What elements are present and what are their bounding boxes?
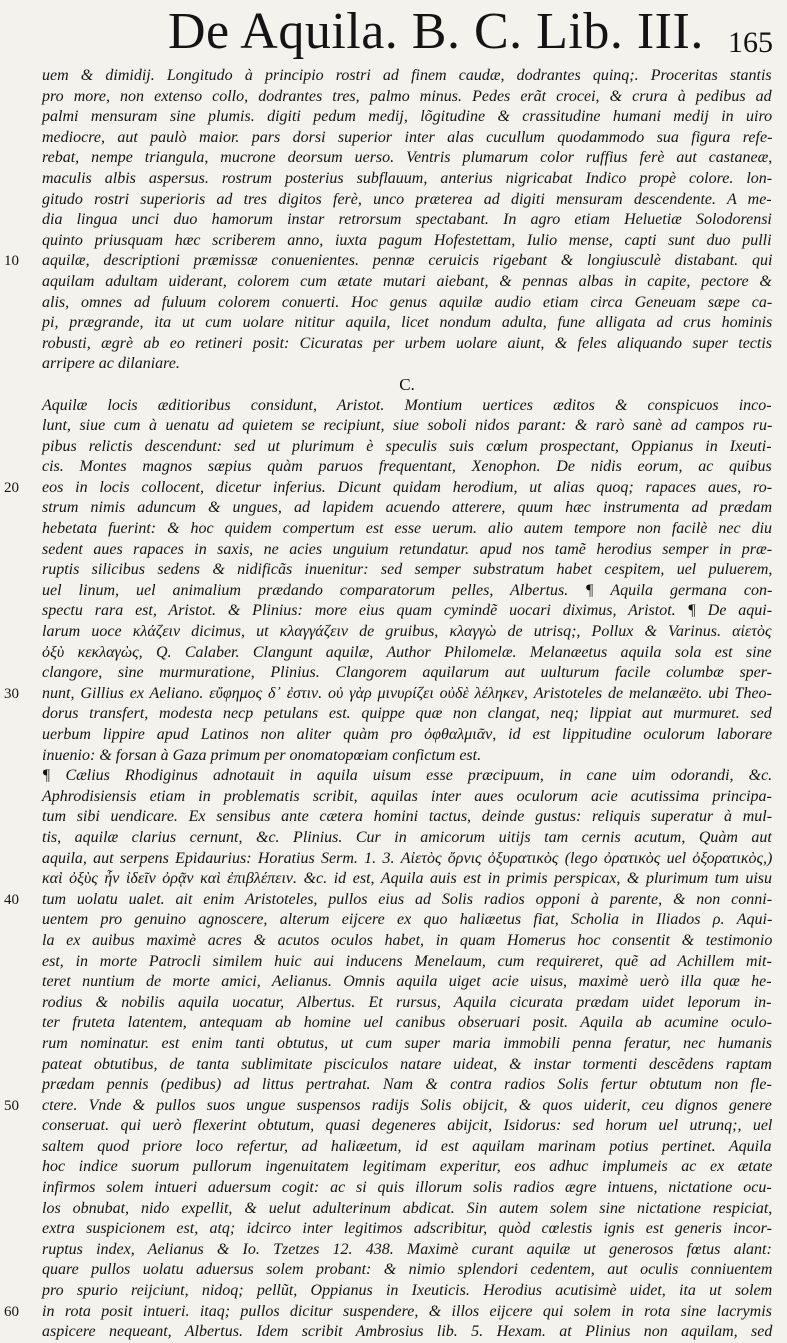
line-text: quare pullos uolatu aduersus solem probant: & nimio splendori cedentem, aut oculis conniuentem	[42, 1261, 773, 1279]
text-line	[42, 272, 772, 293]
running-title: De Aquila. B. C. Lib. III.	[168, 3, 704, 60]
line-number: 40	[4, 891, 19, 908]
text-line	[42, 643, 772, 664]
line-text: ctere. Vnde & pullos suos ungue suspensos radijs Solis obijcit, & quos uiderit, ceu dignos genere	[42, 1096, 772, 1114]
line-text: saltem quod priore loco refertur, ad haliæetum, id est aquilam marinam potius pertinet. Aquila	[42, 1137, 772, 1155]
text-line	[42, 66, 772, 87]
section-letter: C.	[399, 374, 415, 394]
text-line	[42, 746, 772, 767]
text-line	[4, 1302, 772, 1323]
line-text: aquilam adultam uiderant, colorem cum ætate mutari aiebant, & pennas albas in capite, pectore &	[42, 272, 772, 290]
text-line	[42, 540, 772, 561]
line-text: rum nominatur. est enim tanti obtutus, ut cum super maria immobili penna feratur, nec humanis	[42, 1034, 773, 1052]
text-line	[42, 231, 772, 252]
line-text: ter fruteta latentem, antequam ab homine uel canibus obseruari posit. Aquila ab acumine oculo-	[42, 1014, 772, 1032]
line-text: maculis albis aspersus. rostrum posterius subflauum, anterius nigricabat Indico propè colore. lon-	[42, 169, 773, 187]
text-line	[42, 313, 772, 334]
text-line	[42, 993, 772, 1014]
text-line	[42, 519, 772, 540]
text-line	[42, 972, 772, 993]
line-text: καὶ ὀξὺς ἦν ἰδεῖν ὀρᾷν καὶ ἐπιβλέπειν. &c. id est, Aquila auis est in primis perspicax, & plurimum tum uisu	[42, 870, 773, 888]
line-text: aquilæ, descriptioni præmissæ conuenientes. pennæ ceruicis rigebant & longiusculè distabant. qui	[42, 252, 773, 270]
text-line	[42, 849, 772, 870]
text-line	[42, 807, 772, 828]
line-text: ὀξὺ κεκλαγὼς, Q. Calaber. Clangunt aquilæ, Author Philomelæ. Melanæetus aquila sola est sine	[42, 643, 772, 661]
text-line	[4, 684, 772, 705]
text-line	[42, 828, 772, 849]
line-text: tum sibi uendicare. Ex sensibus ante cætera homini tactus, deinde gustus: reliquis superatur à mul-	[42, 808, 773, 826]
line-text: uentem pro genuino agnoscere, alterum eijcere ex quo haliæetus fiat, Scholia in Iliados ρ. Aqui-	[42, 911, 773, 929]
line-text: nunt, Gillius ex Aeliano. εὔφημος δ᾽ ἐστιν. οὐ γὰρ μινυρίζει οὐδὲ λέληκεν, Aristoteles de melanæëto. ubi Theo-	[42, 684, 772, 702]
line-text: dia lingua unci duo hamorum instar retrorsum spectabant. In agro etiam Heluetiæ Solodorensi	[42, 211, 772, 229]
text-line	[42, 1116, 772, 1137]
line-text: cis. Montes magnos sæpius quàm paruos frequentant, Xenophon. De nidis eorum, ac quibus	[42, 458, 772, 476]
page-header	[0, 0, 787, 66]
line-text: uerbum lippire apud Latinos non aliter quàm pro ὀφθαλμιᾶν, id est lippitudine oculorum laborare	[42, 726, 773, 743]
text-line	[42, 622, 772, 643]
text-line	[42, 437, 772, 458]
text-line	[42, 560, 772, 581]
text-line	[4, 890, 773, 911]
text-line	[42, 1281, 772, 1302]
text-line	[42, 498, 772, 519]
text-line	[42, 1055, 772, 1076]
text-line	[4, 251, 773, 272]
line-text: mediocre, aut paulò maior. pars dorsi superior inter alas cucullum quodammodo sua figura refe-	[42, 128, 773, 146]
line-text: hebetata fuerint: & hoc quidem compertum est esse uerum. alio autem tempore non facilè nec diu	[42, 520, 773, 538]
text-line	[42, 1240, 772, 1261]
line-text: pi, prægrande, ita ut cum uolare nititur aquila, licet nondum adulta, fune alligata ad crus hominis	[42, 314, 773, 332]
text-line	[42, 190, 772, 211]
line-text: Aquilæ locis æditioribus considunt, Aristot. Montium uertices æditos & conspicuos inco-	[42, 396, 772, 414]
text-line	[42, 725, 772, 746]
text-line	[42, 1219, 772, 1240]
line-text: pro spurio reijciunt, nidoq; pellũt, Oppianus in Ixeuticis. Herodius acutisimè uidet, ita ut solem	[42, 1282, 773, 1300]
text-line	[42, 1260, 772, 1281]
text-line	[42, 1157, 772, 1178]
line-text: sedent aues rapaces in saxis, ne acies unguium retundatur. apud nos tamẽ herodius semper in præ-	[42, 540, 773, 558]
line-text: dorus transfert, modesta necp petulans est. quippe quæ non clangat, neq; lippiat aut murmuret. sed	[42, 705, 772, 723]
text-line	[42, 107, 772, 128]
line-text: prædam pennis (pedibus) ad littus pertrahat. Nam & contra radios Solis fertur obtutum non fle-	[42, 1076, 772, 1094]
line-text: rebat, nempe triangula, mucrone deorsum uerso. Ventris plumarum color ruffius ferè aut castaneæ,	[42, 149, 773, 167]
line-text: los obnubat, nido expellit, & uelut adulterinum abdicat. Sin autem solem sine nictatione respiciat,	[42, 1199, 773, 1217]
text-line	[4, 478, 773, 499]
line-text: arripere ac dilaniare.	[42, 355, 180, 373]
line-text: pibus relictis descendunt: sed ut plurimum è speculis suis cœlum prospectant, Oppianus in Ixeuti-	[42, 437, 772, 455]
line-number: 60	[4, 1303, 19, 1320]
line-text: conseruat. qui uerò flexerint obtutum, quasi degeneres abijcit, Isidorus: sed horum uel utrunq;, uel	[42, 1117, 773, 1135]
text-line	[42, 457, 772, 478]
text-line	[42, 663, 772, 684]
line-text: la ex auibus maximè acres & acutos oculos habet, in quam Homerus hoc consentit & testimonio	[42, 931, 773, 949]
text-line	[42, 1199, 772, 1220]
text-line	[4, 1096, 772, 1117]
text-line	[42, 601, 772, 622]
line-number: 30	[4, 685, 19, 702]
text-line	[42, 1137, 772, 1158]
line-text: robusti, ægrè ab eo retineri posit: Cicuratas per urbem uolare aiunt, & feles aliquando super tectis	[42, 334, 773, 352]
line-text: ruptus index, Aelianus & Io. Tzetzes 12. 438. Maximè curant aquilæ ut generosos fœtus alant:	[42, 1240, 772, 1258]
line-number: 20	[4, 479, 19, 496]
line-text: strum nimis aduncum & ungues, ad lapidem acuendo atterere, quum hæc instrumenta ad prædam	[42, 499, 773, 517]
line-text: eos in locis collocent, dicetur inferius. Dicunt quidam herodium, ut alias quoq; rapaces aues, ro-	[42, 478, 773, 496]
line-text: infirmos solem intueri aduersum cogit: ac si quis illorum solis radios ægre intuens, nictatione ocu-	[42, 1179, 772, 1197]
line-text: extra suspicionem est, atq; idcirco inter legitimos adscribitur, quòd cœlestis ignis est generis incor-	[42, 1220, 772, 1238]
text-line	[42, 952, 772, 973]
line-text: ruptis silicibus sedens & nidificãs inuenitur: sed semper substratum habet cespitem, uel puluerem,	[42, 561, 773, 579]
line-text: quinto priusquam hæc scriberem anno, iuxta pagum Hofestettam, Iulio mense, capti sunt duo pulli	[42, 231, 772, 249]
line-number: 50	[4, 1097, 19, 1114]
line-text: aquila, aut serpens Epidaurius: Horatius Serm. 1. 3. Αἰετὸς ὄρνις ὀξυρατικὸς (lego ὀρατικὸς uel ὀξορατικὸς,)	[42, 849, 773, 867]
line-text: clangore, sine murmuratione, Plinius. Clangorem aquilarum aut uulturum facile columbæ sper-	[42, 664, 773, 682]
line-text: spectu rara est, Aristot. & Plinius: more eius quam cymindẽ uocari diximus, Aristot. ¶ De aqui-	[42, 602, 773, 620]
text-line	[42, 931, 772, 952]
text-line	[42, 354, 772, 375]
line-text: rodius & nobilis aquila uocatur, Albertus. Et rursus, Aquila cicurata prædam uidet leporum in-	[42, 993, 772, 1011]
line-text: est, in morte Patrocli similem huic aui inducens Menelaum, cum requireret, quẽ ad Achillem mit-	[42, 952, 772, 970]
line-text: tum uolatu ualet. ait enim Aristoteles, pullos eius ad Solis radios opponi à parente, & non conni-	[42, 890, 773, 908]
text-line	[42, 87, 772, 108]
text-line	[42, 1178, 772, 1199]
text-line	[42, 128, 772, 149]
text-line	[42, 210, 772, 231]
text-line	[42, 787, 772, 808]
page-number: 165	[728, 26, 773, 59]
text-line	[42, 1034, 772, 1055]
line-text: pateat obtutibus, de tanta sublimitate pisciculos natare uideat, & instar tormenti descẽdens raptam	[42, 1055, 772, 1073]
line-text: lunt, siue cum à uenatu ad quietem se recipiunt, siue soboli nidos parant: & rarò sanè ad campos ru-	[42, 417, 773, 435]
line-text: uem & dimidij. Longitudo à principio rostri ad finem caudæ, dodrantes quinq;. Proceritas stantis	[42, 67, 772, 84]
text-line	[42, 416, 772, 437]
text-line	[42, 581, 772, 602]
line-text: aspicere nequeant, Albertus. Idem scribit Ambrosius lib. 5. Hexam. at Plinius non aquilam, sed	[42, 1323, 773, 1341]
text-line	[42, 910, 772, 931]
text-line	[42, 869, 772, 890]
line-text: teret nuntium de morte amici, Aelianus. Omnis aquila uiget acie uisus, maximè uerò illa quæ he-	[42, 973, 772, 991]
text-line	[42, 293, 772, 314]
text-line	[42, 704, 772, 725]
text-line	[42, 1013, 772, 1034]
line-text: palmi mensuram sine plumis. digiti pedum medij, lõgitudine & crassitudine humani medij in uiro	[42, 108, 773, 126]
line-number: 10	[4, 253, 19, 270]
text-line	[42, 1322, 772, 1343]
line-text: pro more, non extenso collo, dodrantes tres, palmo minus. Pedes erãt crocei, & crura à pedibus ad	[42, 87, 772, 105]
text-body	[4, 66, 773, 1343]
text-line	[42, 169, 772, 190]
text-line	[42, 396, 772, 417]
text-line	[42, 334, 772, 355]
line-text: uel linum, uel animalium prædando comparatorum pelles, Albertus. ¶ Aquila germana con-	[42, 581, 773, 599]
line-text: ¶ Cælius Rhodiginus adnotauit in aquila uisum esse præcipuum, in cane uim odorandi, &c.	[42, 767, 773, 785]
line-text: inuenio: & forsan à Gaza primum per onomatopœiam confictum est.	[42, 746, 482, 764]
text-line	[42, 766, 772, 787]
line-text: in rota posit intueri. itaq; pullos dicitur suspendere, & illos eijcere qui solem in rota sine lacrymis	[42, 1302, 772, 1320]
line-text: gitudo rostri superioris ad tres digitos ferè, unco præterea ad digiti mensuram descendente. A me-	[42, 190, 772, 208]
text-line	[42, 1075, 772, 1096]
line-text: alis, omnes ad fuluum colorem conuerti. Hoc genus aquilæ audio etiam circa Geneuam sæpe ca-	[42, 293, 773, 311]
line-text: Aphrodisiensis etiam in problematis scribit, aquilas inter aues oculorum acie acutissima principa-	[42, 787, 772, 805]
line-text: hoc indice suorum pullorum ingenuitatem legitimam experitur, eos adhuc implumeis ac ex ætate	[42, 1158, 773, 1176]
text-line	[42, 148, 772, 169]
line-text: larum uoce κλάζειν dicimus, ut κλαγγάζειν de gruibus, κλαγγὼ de utrisq;, Pollux & Varinus. αἰετὸς	[42, 623, 772, 641]
line-text: tis, aquilæ clarius cernunt, &c. Plinius. Cur in amicorum uitijs tam cernis acutum, Quàm aut	[42, 828, 772, 846]
